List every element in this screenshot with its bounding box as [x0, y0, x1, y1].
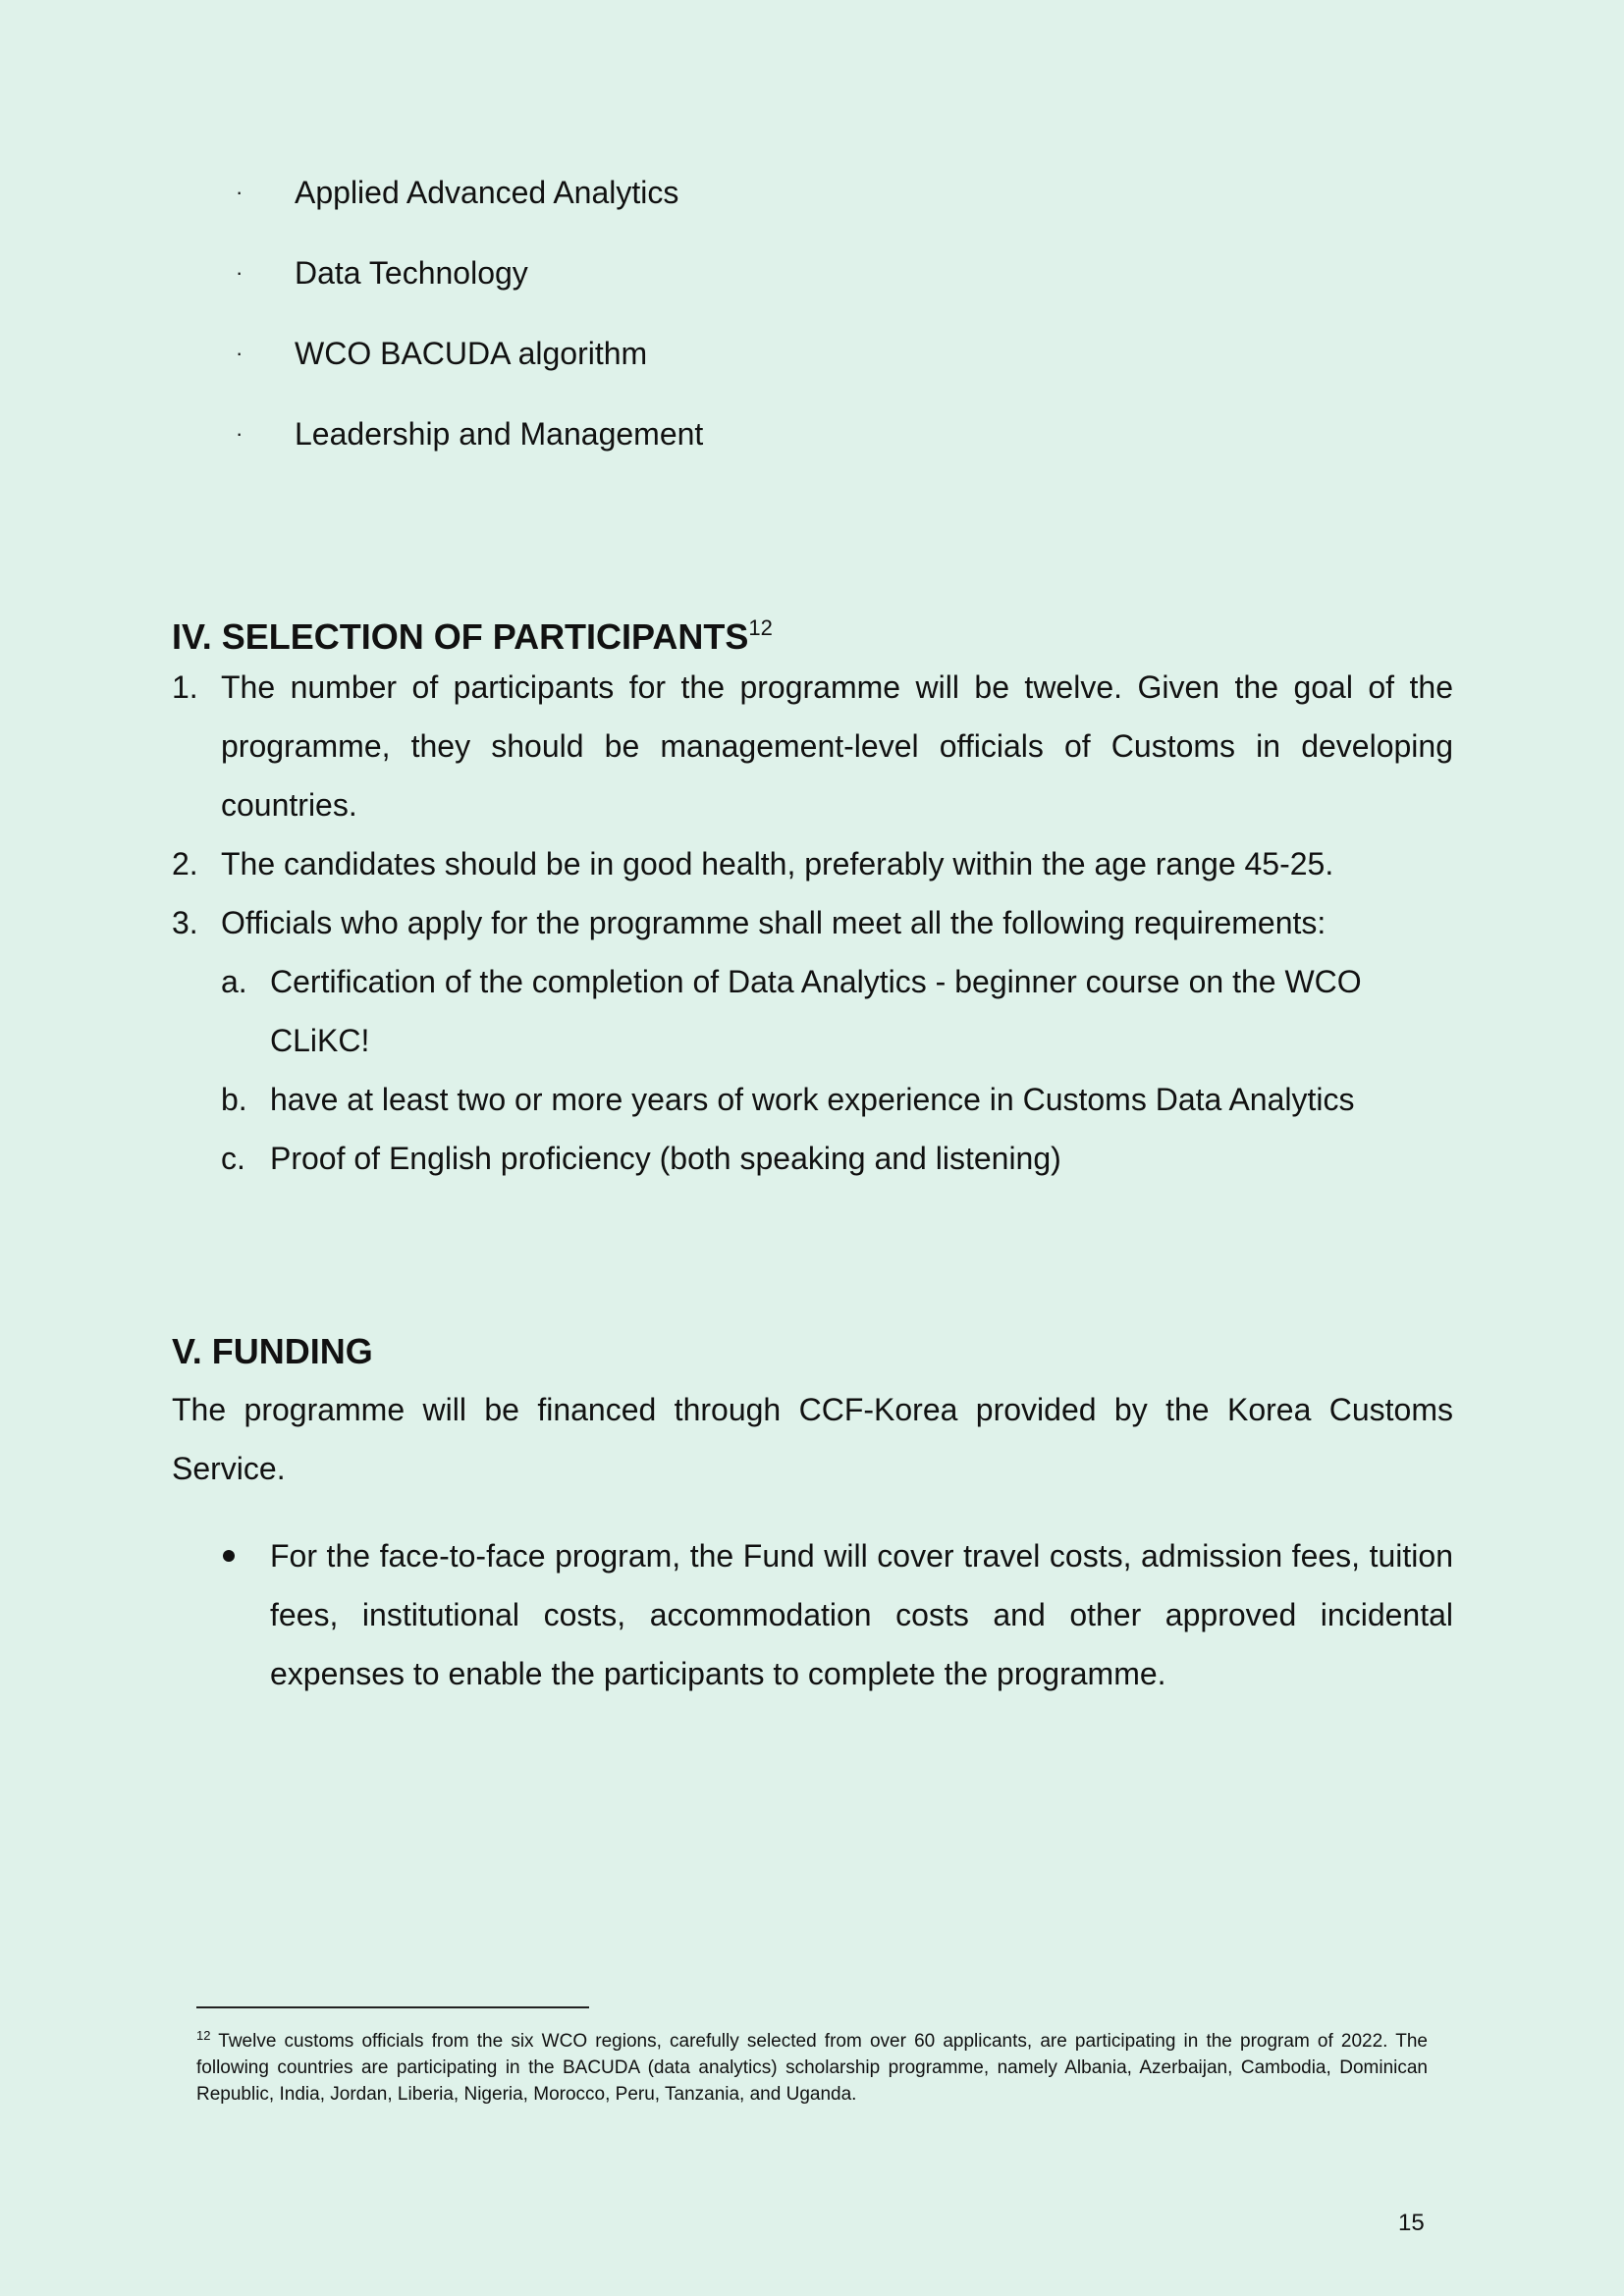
bullet-icon: · [236, 421, 244, 446]
section-title: IV. SELECTION OF PARTICIPANTS [172, 615, 749, 657]
requirements-list [172, 952, 1453, 1188]
footnote-number: 12 [196, 2028, 211, 2043]
list-item-text: The number of participants for the programme will be twelve. Given the goal of the programme, they should be management-level officials of Customs in developing countries. [221, 669, 1453, 823]
selection-list [172, 658, 1453, 1188]
bullet-icon: · [236, 260, 244, 285]
list-item [172, 658, 1453, 834]
funding-bullet-text: For the face-to-face program, the Fund will cover travel costs, admission fees, tuition fees, institutional costs, accommodation costs and other approved incidental expenses to enable the participants to complete the programme. [270, 1538, 1453, 1691]
bullet-icon [223, 1550, 235, 1562]
list-item-text: Officials who apply for the programme shall meet all the following requirements: [221, 905, 1326, 940]
list-item-text: Proof of English proficiency (both speaking and listening) [270, 1141, 1061, 1176]
footnote-text: Twelve customs officials from the six WCO regions, carefully selected from over 60 applicants, are participating in the program of 2022. The following countries are participating in the BACUDA (data analytics) scholarship programme, namely Albania, Azerbaijan, Cambodia, Dominican Republic, India, Jordan, Liberia, Nigeria, Morocco, Peru, Tanzania, and Uganda. [196, 2031, 1429, 2105]
page-number: 15 [1398, 2210, 1425, 2236]
list-item [172, 834, 1453, 893]
list-marker: c. [221, 1141, 245, 1176]
section-heading-funding: V. FUNDING [172, 1330, 373, 1371]
topic-text: Applied Advanced Analytics [295, 175, 679, 210]
list-marker: 3. [172, 905, 198, 940]
list-marker: 1. [172, 669, 198, 705]
topic-text: Leadership and Management [295, 416, 704, 452]
funding-paragraph: The programme will be financed through CCF-Korea provided by the Korea Customs Service. [172, 1392, 1453, 1486]
list-marker: 2. [172, 846, 198, 881]
list-item-text: have at least two or more years of work experience in Customs Data Analytics [270, 1082, 1355, 1117]
list-item [172, 1070, 1453, 1129]
footnote [196, 2022, 1428, 2108]
list-item [172, 952, 1453, 1070]
list-item [172, 893, 1453, 952]
section-heading-selection [172, 604, 773, 662]
topic-text: WCO BACUDA algorithm [295, 336, 648, 371]
list-item-text: Certification of the completion of Data Analytics - beginner course on the WCO CLiKC! [270, 964, 1362, 1058]
list-marker: a. [221, 964, 247, 999]
footnote-reference[interactable]: 12 [748, 614, 773, 640]
list-item [172, 1129, 1453, 1188]
list-item-text: The candidates should be in good health, preferably within the age range 45-25. [221, 846, 1334, 881]
footnote-divider [196, 2006, 589, 2008]
bullet-icon: · [236, 341, 244, 365]
funding-bullet [172, 1526, 1453, 1703]
bullet-icon: · [236, 180, 244, 204]
topic-text: Data Technology [295, 255, 528, 291]
list-marker: b. [221, 1082, 247, 1117]
